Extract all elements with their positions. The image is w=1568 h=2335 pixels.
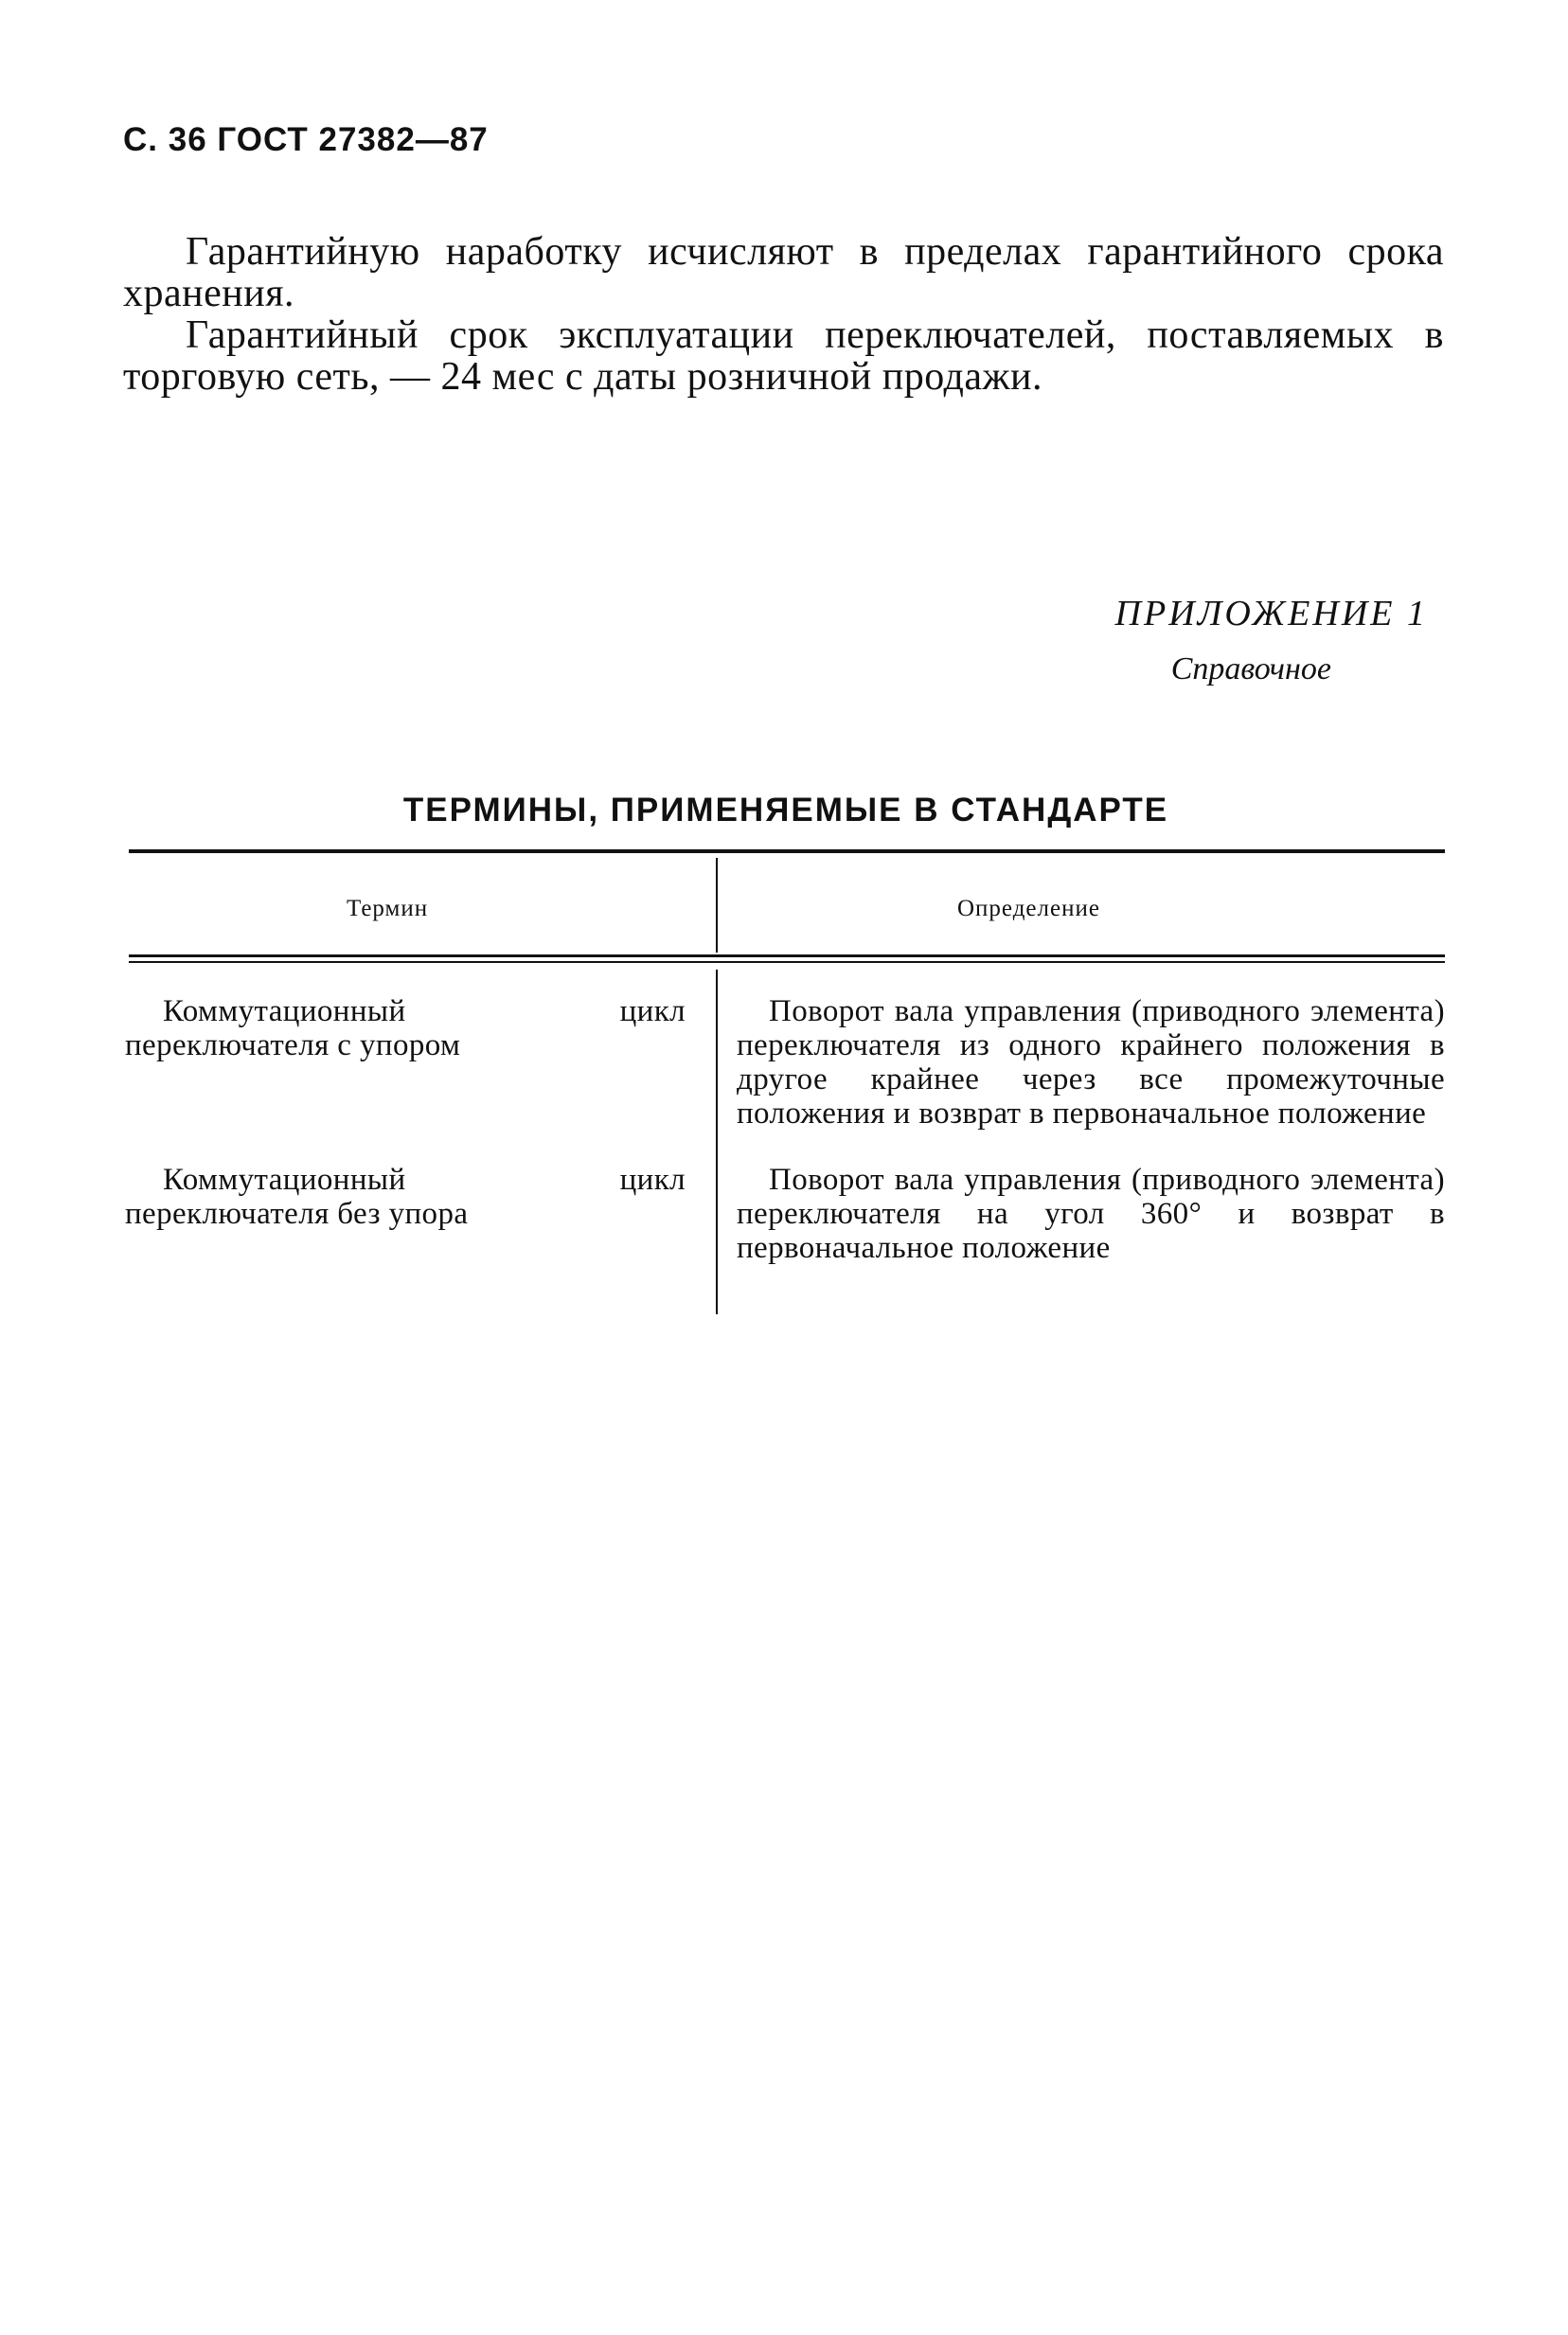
column-header-definition: Определение: [957, 896, 1100, 921]
page-header: С. 36 ГОСТ 27382—87: [123, 121, 489, 158]
paragraph-text: Гарантийный срок эксплуатации переключателей, поставляемых в торговую сеть, — 24 мес с даты розничной продажи.: [123, 313, 1444, 399]
table-row-term: [125, 1163, 686, 1231]
definition-text: Поворот вала управления (приводного элемента) переключателя из одного крайнего положения в другое крайнее через все промежуточные положения и возврат в первоначальное положение: [737, 994, 1445, 1131]
header-separator-rule: [129, 954, 1445, 957]
term-text: Коммутационный цикл переключателя с упором: [125, 994, 686, 1062]
table-row-term: [125, 994, 686, 1062]
appendix-type: Справочное: [1170, 651, 1331, 686]
paragraph-warranty-period: [123, 314, 1444, 398]
paragraph-warranty-runtime: [123, 231, 1444, 314]
header-separator-rule-secondary: [129, 961, 1445, 963]
term-text: Коммутационный цикл переключателя без упора: [125, 1163, 686, 1231]
appendix-title: ПРИЛОЖЕНИЕ 1: [1114, 594, 1428, 633]
column-divider-header: [716, 858, 718, 953]
table-row-definition: [737, 994, 1445, 1131]
table-row-definition: [737, 1163, 1445, 1265]
table-top-rule: [129, 849, 1445, 853]
table-title: ТЕРМИНЫ, ПРИМЕНЯЕМЫЕ В СТАНДАРТЕ: [402, 792, 1169, 829]
column-header-term: Термин: [347, 896, 429, 921]
paragraph-text: Гарантийную наработку исчисляют в пределах гарантийного срока хранения.: [123, 230, 1444, 315]
column-divider-body: [716, 970, 718, 1314]
definition-text: Поворот вала управления (приводного элемента) переключателя на угол 360° и возврат в первоначальное положение: [737, 1163, 1445, 1265]
